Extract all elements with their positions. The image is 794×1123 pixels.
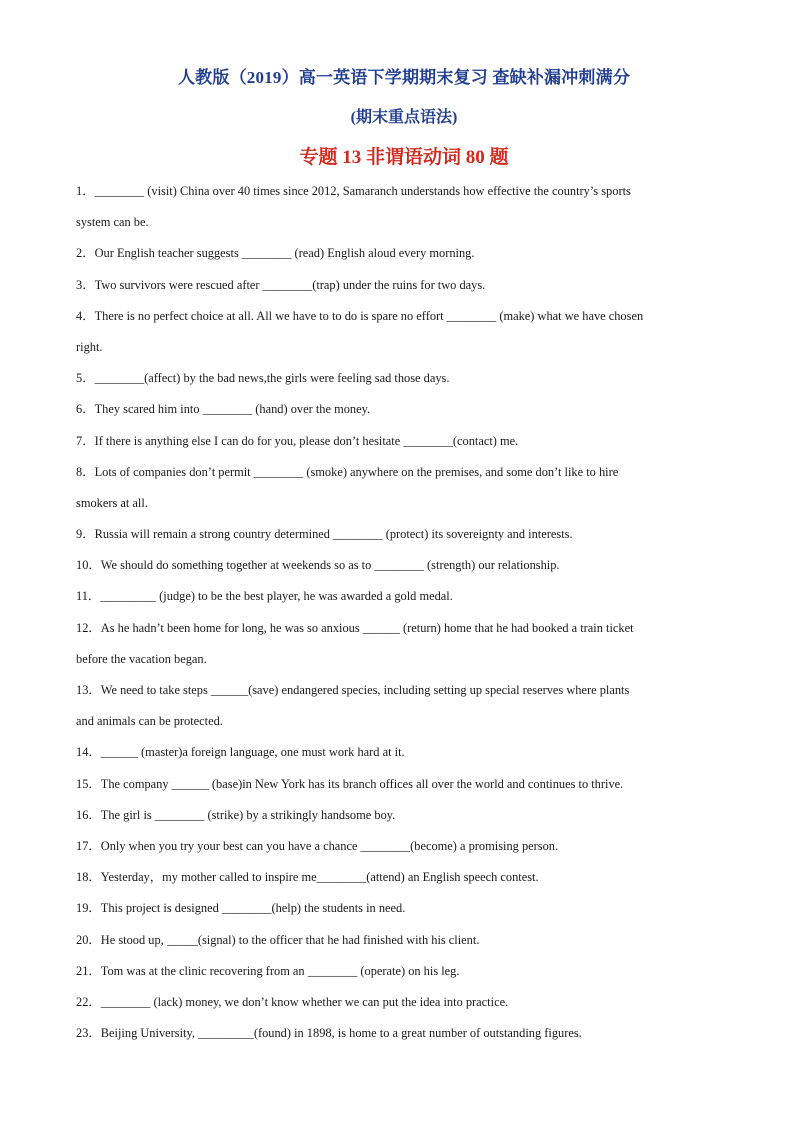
question-line: 5．________(affect) by the bad news,the girls were feeling sad those days.: [76, 371, 450, 386]
question-line: before the vacation began.: [76, 651, 207, 666]
question-line: 10．We should do something together at weekends so as to ________ (strength) our relationship.: [76, 558, 560, 573]
question-line: 23．Beijing University, _________(found) in 1898, is home to a great number of outstanding figures.: [76, 1026, 582, 1041]
question-line: 8．Lots of companies don’t permit ________ (smoke) anywhere on the premises, and some don’t like to hire: [76, 464, 619, 479]
question-line: 13．We need to take steps ______(save) endangered species, including setting up special reserves where plants: [76, 683, 630, 697]
question-line: 6．They scared him into ________ (hand) over the money.: [76, 402, 371, 417]
topic-heading: 专题 13 非谓语动词 80 题: [299, 147, 509, 168]
question-line: 22．________ (lack) money, we don’t know whether we can put the idea into practice.: [76, 994, 509, 1009]
question-line: 18．Yesterday，my mother called to inspire me________(attend) an English speech contest.: [76, 870, 539, 885]
question-line: 21．Tom was at the clinic recovering from an ________ (operate) on his leg.: [76, 963, 460, 978]
document-title: 人教版（2019）高一英语下学期期末复习 查缺补漏冲刺满分: [177, 68, 631, 87]
question-line: 1．________ (visit) China over 40 times since 2012, Samaranch understands how effective the country’s sports: [76, 184, 631, 198]
question-line: 20．He stood up, _____(signal) to the officer that he had finished with his client.: [76, 932, 480, 947]
question-line: 14．______ (master)a foreign language, one must work hard at it.: [76, 745, 405, 760]
question-line: 11．_________ (judge) to be the best player, he was awarded a gold medal.: [76, 589, 453, 604]
question-line: 9．Russia will remain a strong country determined ________ (protect) its sovereignty and interests.: [76, 527, 573, 542]
question-line: 17．Only when you try your best can you have a chance ________(become) a promising person.: [76, 838, 559, 853]
question-line: 2．Our English teacher suggests ________ (read) English aloud every morning.: [76, 246, 475, 261]
question-line: and animals can be protected.: [76, 714, 223, 729]
question-line: 12．As he hadn’t been home for long, he was so anxious ______ (return) home that he had booked a train ticket: [76, 620, 634, 635]
question-line: 15．The company ______ (base)in New York has its branch offices all over the world and continues to thrive.: [76, 776, 624, 791]
question-list: [76, 176, 732, 1049]
question-line: 19．This project is designed ________(help) the students in need.: [76, 901, 406, 916]
question-line: system can be.: [76, 215, 149, 230]
question-line: right.: [76, 339, 103, 354]
question-line: 7．If there is anything else I can do for you, please don’t hesitate ________(contact) me.: [76, 433, 519, 448]
question-line: 4．There is no perfect choice at all. All we have to to do is spare no effort ________ (make) what we have chosen: [76, 308, 644, 323]
question-line: 16．The girl is ________ (strike) by a strikingly handsome boy.: [76, 807, 396, 822]
document-subtitle: (期末重点语法): [350, 109, 458, 126]
question-line: 3．Two survivors were rescued after ________(trap) under the ruins for two days.: [76, 277, 486, 292]
question-line: smokers at all.: [76, 495, 148, 510]
